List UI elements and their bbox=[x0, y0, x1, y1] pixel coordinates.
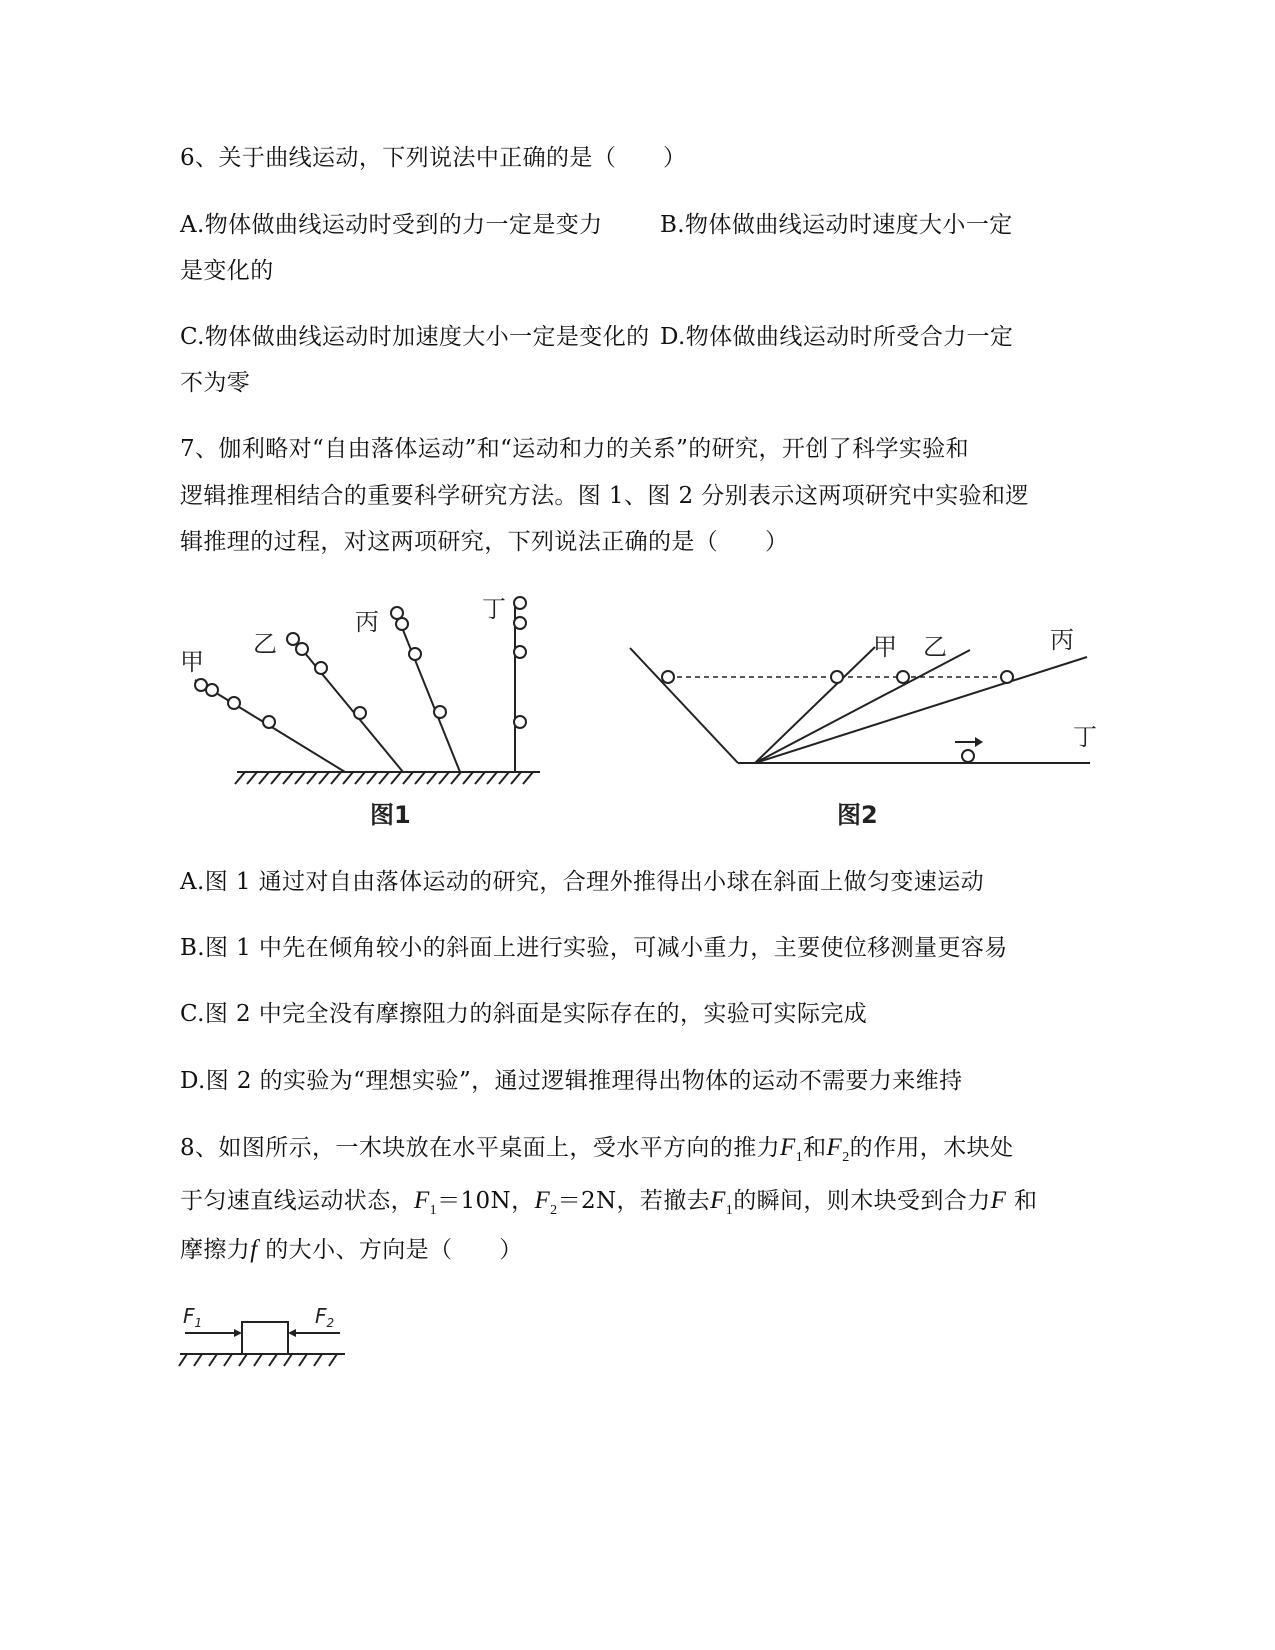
fig2-label-yi: 乙 bbox=[923, 633, 947, 661]
incline-jia bbox=[755, 647, 875, 763]
q8-symbol-friction: f bbox=[250, 1236, 258, 1263]
ground-hatching bbox=[235, 772, 533, 784]
q8-text: 的大小、方向是（ ） bbox=[265, 1237, 523, 1263]
fig1-label-ding: 丁 bbox=[482, 595, 506, 623]
q8-text: 和 bbox=[1014, 1188, 1038, 1214]
fig1-label-bing: 丙 bbox=[355, 608, 379, 636]
q6-option-b: B.物体做曲线运动时速度大小一定 bbox=[660, 212, 1013, 238]
motion-arrow-head bbox=[975, 737, 983, 747]
incline-yi bbox=[755, 650, 970, 763]
fig2-caption: 图2 bbox=[837, 801, 878, 829]
q7-stem-line1: 7、伽利略对“自由落体运动”和“运动和力的关系”的研究，开创了科学实验和 bbox=[180, 436, 970, 462]
q6-option-d: D.物体做曲线运动时所受合力一定 bbox=[660, 324, 1014, 350]
table-hatching bbox=[179, 1354, 337, 1366]
left-incline bbox=[630, 648, 738, 763]
q8-text: 的作用，木块处 bbox=[849, 1135, 1014, 1161]
q6-option-c: C.物体做曲线运动时加速度大小一定是变化的 bbox=[180, 324, 650, 350]
q7-figure-1 bbox=[175, 585, 555, 835]
q7-option-d: D.图 2 的实验为“理想实验”，通过逻辑推理得出物体的运动不需要力来维持 bbox=[180, 1068, 963, 1094]
q7-option-b: B.图 1 中先在倾角较小的斜面上进行实验，可减小重力，主要使位移测量更容易 bbox=[180, 935, 1008, 961]
wood-block bbox=[242, 1322, 288, 1354]
q8-symbol-f2: $F_2$ bbox=[826, 1134, 850, 1165]
force-f2-arrowhead bbox=[288, 1329, 296, 1337]
q6-option-a: A.物体做曲线运动时受到的力一定是变力 bbox=[180, 212, 603, 238]
q8-figure-block bbox=[175, 1300, 355, 1375]
q8-text: 8、如图所示，一木块放在水平桌面上，受水平方向的推力 bbox=[180, 1135, 781, 1161]
force-f1-arrowhead bbox=[234, 1329, 242, 1337]
q8-text: 摩擦力 bbox=[180, 1237, 251, 1263]
balls bbox=[662, 671, 1013, 762]
q6-options-cd-row bbox=[180, 322, 1080, 352]
q8-symbol-f1: $F_1$ bbox=[414, 1187, 438, 1218]
q7-option-c: C.图 2 中完全没有摩擦阻力的斜面是实际存在的，实验可实际完成 bbox=[180, 1001, 868, 1027]
fig1-caption: 图1 bbox=[370, 801, 411, 829]
q7-stem-line2: 逻辑推理相结合的重要科学研究方法。图 1、图 2 分别表示这两项研究中实验和逻 bbox=[180, 483, 1029, 509]
fig2-label-bing: 丙 bbox=[1050, 626, 1074, 654]
fig2-label-ding: 丁 bbox=[1073, 723, 1097, 751]
q8-symbol-resultant-f: F bbox=[990, 1187, 1007, 1214]
q8-stem-line1 bbox=[180, 1133, 1013, 1173]
fig2-label-jia: 甲 bbox=[873, 633, 897, 661]
q8-symbol-f1: $F_1$ bbox=[780, 1134, 804, 1165]
force-f2-label: $F_2$ bbox=[315, 1304, 335, 1330]
q8-text: ＝10N， bbox=[437, 1188, 535, 1214]
q7-figure-2 bbox=[625, 615, 1105, 840]
incline-bing bbox=[755, 657, 1087, 763]
q6-stem: 6、关于曲线运动，下列说法中正确的是（ ） bbox=[180, 145, 687, 171]
fig1-label-yi: 乙 bbox=[253, 630, 277, 658]
q8-symbol-f2: $F_2$ bbox=[534, 1187, 558, 1218]
q8-text: 于匀速直线运动状态， bbox=[180, 1188, 414, 1214]
fig1-label-jia: 甲 bbox=[180, 648, 204, 676]
q7-stem-line3: 辑推理的过程，对这两项研究，下列说法正确的是（ ） bbox=[180, 529, 789, 555]
q8-stem-line3 bbox=[180, 1235, 523, 1265]
q6-option-d-cont: 不为零 bbox=[180, 370, 251, 396]
q8-symbol-f1: $F_1$ bbox=[710, 1187, 734, 1218]
incline-yi bbox=[290, 635, 403, 772]
incline-bing bbox=[395, 610, 460, 772]
q7-option-a: A.图 1 通过对自由落体运动的研究，合理外推得出小球在斜面上做匀变速运动 bbox=[180, 869, 984, 895]
q8-text: ＝2N，若撤去 bbox=[557, 1188, 711, 1214]
q8-text: 和 bbox=[803, 1135, 827, 1161]
q6-option-b-cont: 是变化的 bbox=[180, 258, 274, 284]
q8-text: 的瞬间，则木块受到合力 bbox=[733, 1188, 991, 1214]
force-f1-label: $F_1$ bbox=[183, 1304, 203, 1330]
q6-options-ab-row bbox=[180, 210, 1080, 240]
q8-stem-line2 bbox=[180, 1186, 1037, 1226]
